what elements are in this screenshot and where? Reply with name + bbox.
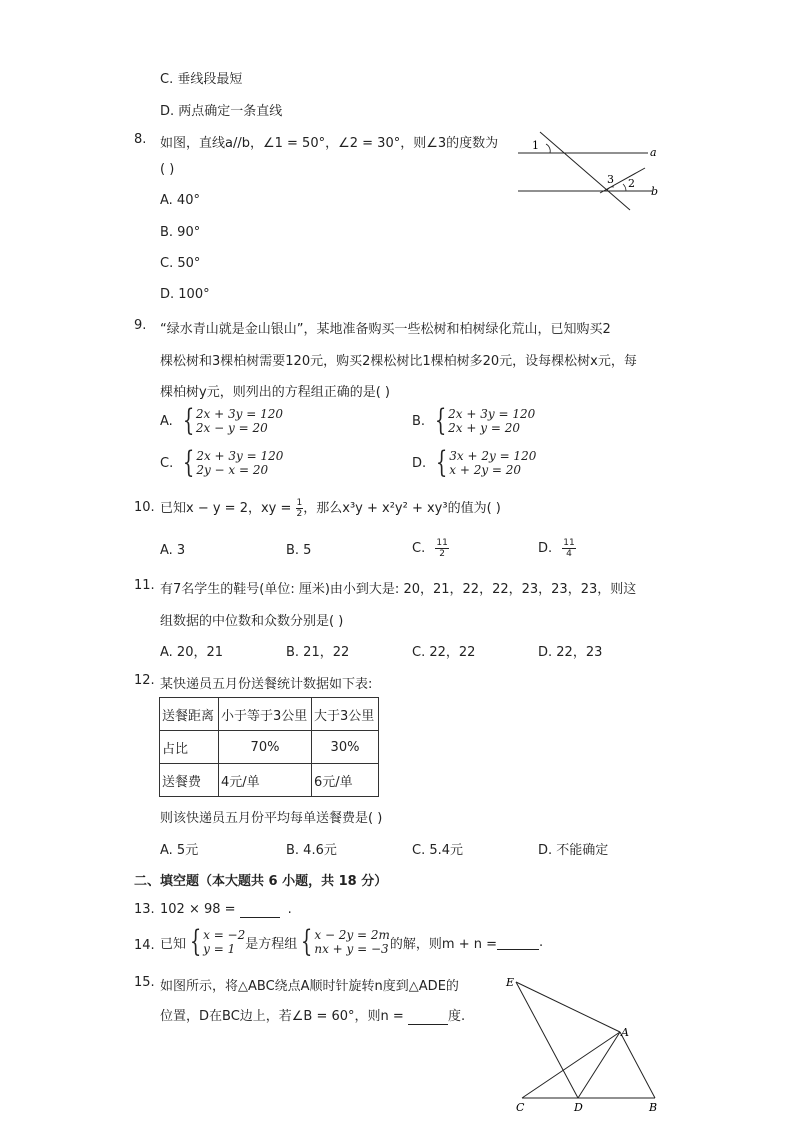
- q11-option-c: C. 22，22: [412, 645, 476, 660]
- eq-2: 2x + y = 20: [448, 421, 520, 435]
- q12-option-b: B. 4.6元: [286, 843, 337, 858]
- eq-1: 2x + 3y = 120: [195, 407, 283, 421]
- q13-expression: 102 × 98 =: [160, 902, 240, 917]
- sol-1: x = −2: [203, 928, 246, 942]
- eq-1: 3x + 2y = 120: [449, 449, 537, 463]
- numerator: 11: [563, 538, 575, 548]
- answer-blank: [497, 934, 539, 950]
- q15-line-2b: 度.: [447, 1009, 466, 1024]
- q12-number: 12.: [134, 673, 155, 688]
- q12-option-c: C. 5.4元: [412, 843, 464, 858]
- angle-1-label: 1: [532, 139, 539, 152]
- eq-2: x + 2y = 20: [449, 463, 522, 477]
- q11-line-2: 组数据的中位数和众数分别是( ): [160, 614, 344, 629]
- table-cell: 小于等于3公里: [219, 698, 312, 731]
- q13-stem: [160, 902, 292, 918]
- table-cell: 大于3公里: [312, 698, 379, 731]
- q8-option-d: D. 100°: [160, 287, 210, 302]
- eq-2: 2x − y = 20: [195, 421, 268, 435]
- brace: {: [183, 445, 195, 480]
- vertex-B-label: B: [649, 1101, 658, 1114]
- brace: {: [435, 445, 448, 480]
- option-label: B.: [412, 413, 426, 429]
- q14-number: 14.: [134, 938, 155, 953]
- q8-option-b: B. 90°: [160, 225, 201, 240]
- q15-number: 15.: [134, 975, 155, 990]
- q8-number: 8.: [134, 132, 147, 147]
- q13-end: .: [287, 902, 292, 917]
- stem-part-a: 已知x − y = 2，xy =: [160, 501, 296, 516]
- q15-line-2a: 位置，D在BC边上，若∠B = 60°，则n =: [160, 1009, 408, 1024]
- table-row: [160, 764, 379, 797]
- brace: {: [434, 403, 447, 438]
- table-cell: 4元/单: [219, 764, 312, 797]
- brace: {: [301, 924, 313, 959]
- option-label: C.: [412, 541, 426, 556]
- vertex-E-label: E: [506, 976, 515, 989]
- q8-parallel-lines-figure: [510, 128, 670, 213]
- answer-blank: [408, 1009, 448, 1025]
- stem-part-b: ，那么x³y + x²y² + xy³的值为( ): [303, 501, 501, 516]
- q9-line-2: 棵松树和3棵柏树需要120元，购买2棵松树比1棵柏树多20元，设每棵松树x元，每: [160, 354, 637, 369]
- transversal-1: [540, 132, 630, 210]
- q14-stem: [160, 924, 544, 959]
- q12-option-d: D. 不能确定: [538, 843, 609, 858]
- table-row: [160, 731, 379, 764]
- segment-DA: [578, 1032, 620, 1098]
- option-label: D.: [412, 455, 427, 471]
- q8-option-c: C. 50°: [160, 256, 201, 271]
- table-cell: 6元/单: [312, 764, 379, 797]
- q8-paren: ( ): [160, 162, 175, 177]
- segment-AB: [620, 1032, 655, 1098]
- q7-option-c: C. 垂线段最短: [160, 72, 243, 87]
- q12-question: 则该快递员五月份平均每单送餐费是( ): [160, 811, 383, 826]
- angle-3-label: 3: [607, 173, 614, 186]
- brace: {: [182, 403, 195, 438]
- line-b-label: b: [651, 185, 659, 198]
- numerator: 1: [296, 498, 303, 508]
- segment-CA: [522, 1032, 620, 1098]
- table-header-row: [160, 698, 379, 731]
- q15-line-1: 如图所示，将△ABC绕点A顺时针旋转n度到△ADE的: [160, 979, 459, 994]
- table-cell: 30%: [312, 731, 379, 764]
- vertex-C-label: C: [516, 1101, 525, 1114]
- q14-pre: 已知: [160, 936, 187, 952]
- q11-option-b: B. 21，22: [286, 645, 350, 660]
- section-2-heading: 二、填空题（本大题共 6 小题，共 18 分）: [134, 874, 388, 889]
- eq-2: nx + y = −3: [314, 942, 389, 956]
- q9-option-b: [412, 403, 536, 438]
- angle-2-arc: [623, 184, 626, 191]
- q10-option-b: B. 5: [286, 543, 312, 558]
- q10-option-c: [412, 538, 449, 559]
- table-cell: 70%: [219, 731, 312, 764]
- q9-line-1: “绿水青山就是金山银山”，某地准备购买一些松树和柏树绿化荒山，已知购买2: [160, 322, 611, 337]
- fraction: [562, 538, 575, 559]
- q9-option-a: [160, 403, 283, 438]
- table-cell: 送餐距离: [160, 698, 219, 731]
- q11-option-a: A. 20，21: [160, 645, 224, 660]
- vertex-A-label: A: [621, 1026, 629, 1039]
- segment-EA: [516, 982, 620, 1032]
- q12-option-a: A. 5元: [160, 843, 199, 858]
- q10-stem: [160, 497, 501, 519]
- denominator: 2: [296, 509, 303, 519]
- q10-option-d: [538, 538, 576, 559]
- q9-option-d: [412, 445, 537, 480]
- q11-line-1: 有7名学生的鞋号(单位: 厘米)由小到大是: 20，21，22，22，23，23，23，则这: [160, 582, 637, 597]
- q11-number: 11.: [134, 578, 155, 593]
- q14-system: [314, 928, 390, 956]
- denominator: 2: [439, 549, 445, 559]
- q8-stem: 如图，直线a//b，∠1 = 50°，∠2 = 30°，则∠3的度数为: [160, 136, 499, 151]
- eq-2: 2y − x = 20: [196, 463, 269, 477]
- denominator: 4: [566, 549, 572, 559]
- q13-number: 13.: [134, 902, 155, 917]
- q9-option-c: [160, 445, 284, 480]
- eq-1: x − 2y = 2m: [314, 928, 390, 942]
- q9-number: 9.: [134, 318, 147, 333]
- fraction: [435, 538, 448, 559]
- eq-1: 2x + 3y = 120: [196, 449, 284, 463]
- q14-post: 的解，则m + n =: [389, 936, 498, 952]
- answer-blank: [240, 902, 280, 918]
- q15-line-2: [160, 1005, 465, 1025]
- q14-mid: 是方程组: [245, 936, 298, 952]
- vertex-D-label: D: [574, 1101, 583, 1114]
- brace: {: [189, 924, 202, 959]
- q15-rotation-figure: [500, 970, 680, 1120]
- option-label: A.: [160, 413, 173, 429]
- option-label: C.: [160, 455, 174, 471]
- q11-option-d: D. 22，23: [538, 645, 603, 660]
- q10-option-a: A. 3: [160, 543, 186, 558]
- q14-end: .: [539, 934, 544, 950]
- table-cell: 占比: [160, 731, 219, 764]
- table-cell: 送餐费: [160, 764, 219, 797]
- q10-number: 10.: [134, 500, 155, 515]
- angle-1-arc: [546, 144, 550, 153]
- q9-line-3: 棵柏树y元，则列出的方程组正确的是( ): [160, 385, 390, 400]
- numerator: 11: [436, 538, 448, 548]
- q8-option-a: A. 40°: [160, 193, 200, 208]
- q7-option-d: D. 两点确定一条直线: [160, 104, 283, 119]
- q12-stem: 某快递员五月份送餐统计数据如下表:: [160, 677, 373, 692]
- line-a-label: a: [650, 146, 657, 159]
- q14-solution: [203, 928, 245, 956]
- sol-2: y = 1: [203, 942, 236, 956]
- q12-delivery-table: [159, 697, 379, 797]
- option-label: D.: [538, 541, 553, 556]
- angle-2-label: 2: [628, 177, 635, 190]
- eq-1: 2x + 3y = 120: [448, 407, 536, 421]
